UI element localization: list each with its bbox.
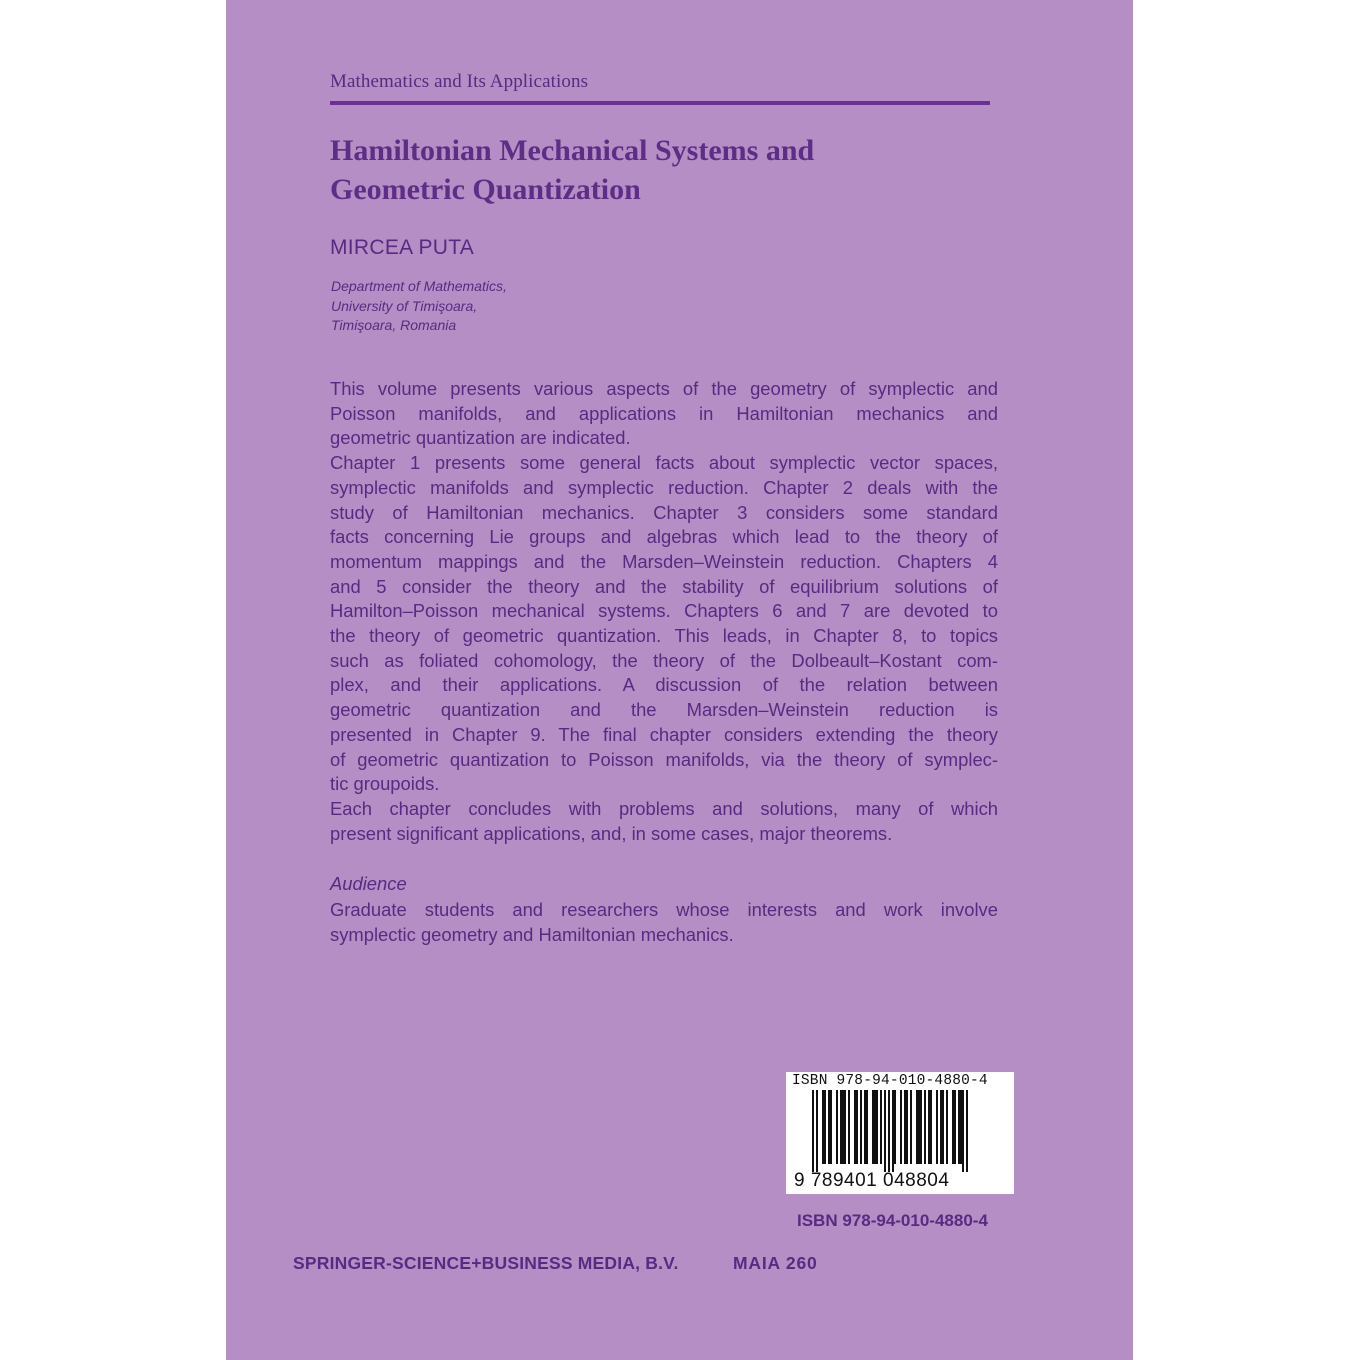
description-line: momentum mappings and the Marsden–Weinstein reduction. Chapters 4 (330, 550, 998, 572)
description-line: present significant applications, and, in some cases, major theorems. (330, 822, 893, 844)
barcode-bar (894, 1090, 896, 1164)
description-line: Chapter 1 presents some general facts about symplectic vector spaces, (330, 452, 998, 474)
barcode-bar (936, 1090, 938, 1164)
barcode-bar (888, 1090, 890, 1172)
book-title (330, 131, 970, 209)
barcode-bar (842, 1090, 844, 1164)
description-line: the theory of geometric quantization. This leads, in Chapter 8, to topics (330, 625, 998, 647)
barcode-bar (960, 1090, 962, 1164)
barcode-bar (812, 1090, 814, 1172)
barcode-bar (906, 1090, 908, 1164)
barcode-bar (892, 1090, 894, 1172)
barcode-bar (840, 1090, 842, 1164)
barcode-bar (952, 1090, 954, 1164)
barcode-bar (830, 1090, 832, 1164)
barcode-bar (848, 1090, 850, 1164)
barcode-bar (916, 1090, 918, 1164)
barcode-bar (962, 1090, 964, 1172)
description-line: Each chapter concludes with problems and solutions, many of which (330, 797, 998, 819)
description-line: facts concerning Lie groups and algebras which lead to the theory of (330, 526, 998, 548)
description-line: Hamilton–Poisson mechanical systems. Chapters 6 and 7 are devoted to (330, 600, 998, 622)
barcode-bar (836, 1090, 838, 1164)
barcode-bar (910, 1090, 912, 1164)
audience-text (330, 897, 998, 947)
barcode-bar (880, 1090, 882, 1164)
barcode-bar (954, 1090, 956, 1164)
description-line: geometric quantization and the Marsden–Weinstein reduction is (330, 699, 998, 721)
barcode-bar (828, 1090, 830, 1164)
audience-heading: Audience (330, 873, 407, 894)
description-line: tic groupoids. (330, 773, 440, 795)
barcode-bar (900, 1090, 902, 1164)
barcode-bar (872, 1090, 874, 1164)
barcode-bar (920, 1090, 922, 1164)
isbn-barcode (786, 1072, 1014, 1194)
barcode-bar (884, 1090, 886, 1172)
barcode-bar (822, 1090, 824, 1164)
description-line: and 5 consider the theory and the stability of equilibrium solutions of (330, 575, 998, 597)
isbn-text: ISBN 978-94-010-4880-4 (797, 1211, 988, 1230)
series-rule (330, 101, 990, 105)
audience-line: Graduate students and researchers whose interests and work involve (330, 899, 998, 920)
barcode-isbn-label: ISBN 978-94-010-4880-4 (792, 1073, 988, 1089)
description-line: such as foliated cohomology, the theory of the Dolbeault–Kostant com- (330, 649, 998, 671)
barcode-bar (876, 1090, 878, 1164)
series-name: Mathematics and Its Applications (330, 71, 589, 92)
affiliation-line: Timişoara, Romania (331, 317, 457, 333)
barcode-bar (904, 1090, 906, 1164)
audience-line: symplectic geometry and Hamiltonian mechanics. (330, 924, 734, 945)
description-line: of geometric quantization to Poisson manifolds, via the theory of symplec- (330, 748, 998, 770)
series-code: MAIA 260 (733, 1253, 818, 1273)
affiliation-line: Department of Mathematics, (331, 278, 507, 294)
author-affiliation (331, 277, 507, 336)
affiliation-line: University of Timişoara, (331, 297, 478, 314)
barcode-bar (946, 1090, 948, 1164)
barcode-bar (924, 1090, 926, 1164)
barcode-bar (940, 1090, 942, 1164)
barcode-bar (866, 1090, 868, 1164)
description-line: symplectic manifolds and symplectic reduction. Chapter 2 deals with the (330, 476, 998, 498)
barcode-bar (918, 1090, 920, 1164)
description-line: Poisson manifolds, and applications in Hamiltonian mechanics and (330, 402, 998, 424)
title-line: Geometric Quantization (330, 173, 641, 206)
barcode-bar (864, 1090, 866, 1164)
barcode-digits: 9 789401 048804 (794, 1170, 950, 1191)
description-line: plex, and their applications. A discussion of the relation between (330, 674, 998, 696)
book-description (330, 377, 998, 846)
description-line: presented in Chapter 9. The final chapter considers extending the theory (330, 723, 998, 745)
barcode-bar (844, 1090, 846, 1164)
barcode-bar (874, 1090, 876, 1164)
barcode-bar (958, 1090, 960, 1164)
barcode-bar (816, 1090, 818, 1172)
author-name: MIRCEA PUTA (330, 236, 475, 259)
publisher-name: SPRINGER-SCIENCE+BUSINESS MEDIA, B.V. (293, 1253, 679, 1273)
barcode-bar (928, 1090, 930, 1164)
barcode-bar (942, 1090, 944, 1164)
barcode-bar (966, 1090, 968, 1172)
title-line: Hamiltonian Mechanical Systems and (330, 134, 815, 167)
barcode-bar (930, 1090, 932, 1164)
barcode-bar (860, 1090, 862, 1164)
description-line: geometric quantization are indicated. (330, 427, 631, 449)
description-line: This volume presents various aspects of the geometry of symplectic and (330, 378, 998, 399)
barcode-bar (856, 1090, 858, 1164)
barcode-bar (824, 1090, 826, 1164)
barcode-bar (854, 1090, 856, 1164)
description-line: study of Hamiltonian mechanics. Chapter 3 considers some standard (330, 501, 998, 523)
